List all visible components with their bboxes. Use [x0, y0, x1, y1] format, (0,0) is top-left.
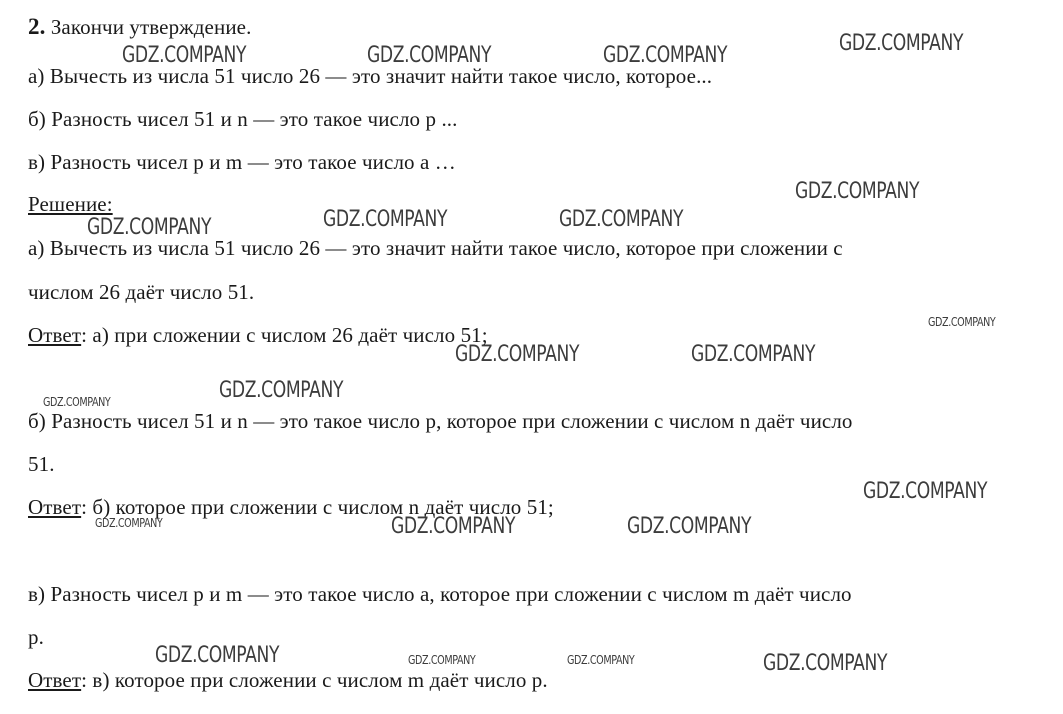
solution-v-line2: p.	[28, 625, 44, 649]
solution-b-line1: б) Разность чисел 51 и n — это такое число p, которое при сложении с числом n даёт число	[28, 409, 853, 433]
watermark: GDZ.COMPANY	[323, 207, 448, 232]
watermark: GDZ.COMPANY	[219, 378, 344, 403]
watermark: GDZ.COMPANY	[87, 215, 212, 240]
answer-a	[28, 322, 488, 348]
watermark: GDZ.COMPANY	[408, 653, 476, 667]
watermark: GDZ.COMPANY	[567, 653, 635, 667]
solution-v-line1: в) Разность чисел p и m — это такое число a, которое при сложении с числом m даёт число	[28, 582, 852, 606]
watermark: GDZ.COMPANY	[863, 479, 988, 504]
watermark: GDZ.COMPANY	[122, 43, 247, 68]
answer-v	[28, 667, 548, 693]
watermark: GDZ.COMPANY	[839, 31, 964, 56]
watermark: GDZ.COMPANY	[95, 516, 163, 530]
watermark: GDZ.COMPANY	[928, 315, 996, 329]
watermark: GDZ.COMPANY	[43, 395, 111, 409]
answer-v-text: : в) которое при сложении с числом m даёт число p.	[81, 668, 548, 692]
question-a: а) Вычесть из числа 51 число 26 — это значит найти такое число, которое...	[28, 64, 713, 88]
watermark: GDZ.COMPANY	[795, 179, 920, 204]
question-v: в) Разность чисел p и m — это такое число a …	[28, 150, 456, 174]
watermark: GDZ.COMPANY	[691, 342, 816, 367]
answer-label: Ответ	[28, 323, 82, 347]
watermark: GDZ.COMPANY	[627, 514, 752, 539]
watermark: GDZ.COMPANY	[763, 651, 888, 676]
watermark: GDZ.COMPANY	[559, 207, 684, 232]
solution-a-line2: числом 26 даёт число 51.	[28, 280, 255, 304]
answer-b-text: : б) которое при сложении с числом n даёт число 51;	[81, 495, 554, 519]
solution-heading: Решение:	[28, 192, 113, 216]
watermark: GDZ.COMPANY	[603, 43, 728, 68]
watermark: GDZ.COMPANY	[391, 514, 516, 539]
watermark: GDZ.COMPANY	[367, 43, 492, 68]
question-b: б) Разность чисел 51 и n — это такое число p ...	[28, 107, 458, 131]
solution-a-line1: а) Вычесть из числа 51 число 26 — это значит найти такое число, которое при сложении с	[28, 236, 843, 260]
task-title: Закончи утверждение.	[50, 15, 252, 39]
watermark: GDZ.COMPANY	[155, 643, 280, 668]
solution-b-line2: 51.	[28, 452, 55, 476]
task-header	[28, 14, 251, 40]
task-number: 2.	[28, 14, 46, 39]
answer-label: Ответ	[28, 668, 82, 692]
answer-label: Ответ	[28, 495, 82, 519]
watermark: GDZ.COMPANY	[455, 342, 580, 367]
answer-a-text: : а) при сложении с числом 26 даёт число 51;	[81, 323, 488, 347]
